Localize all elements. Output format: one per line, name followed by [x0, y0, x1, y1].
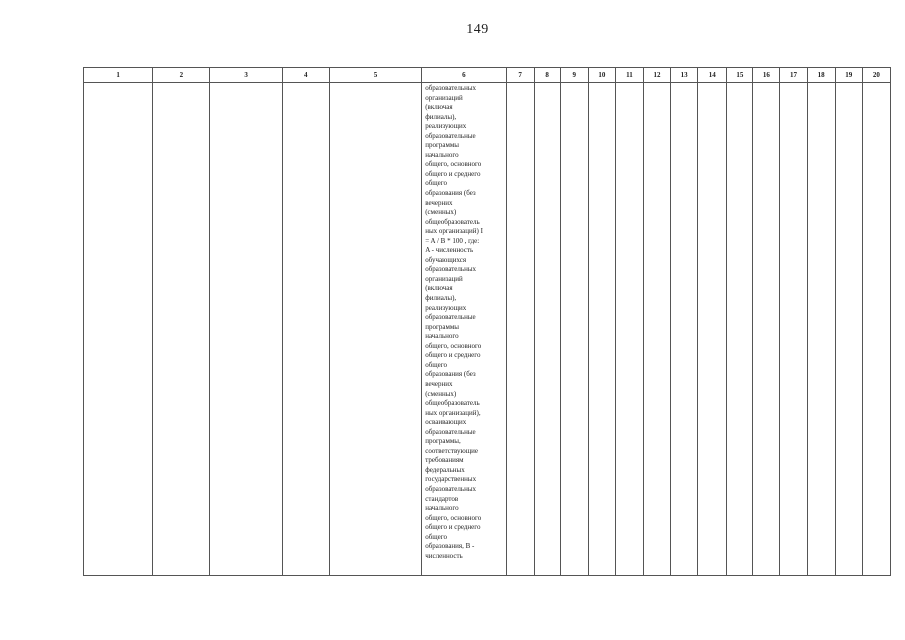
column-header-10: 10 — [588, 68, 615, 83]
indicator-description-cell: образовательных организаций (включая филиалы), реализующих образовательные программы начального общего, основного общего и среднего общего образования (без вечерних (сменных) общеобразователь ных организаций) I = A / B * 100 , где: A - численность обучающихся образовательных организаций (включая филиалы), реализующих образовательные программы начального общего, основного общего и среднего общего образования (без вечерних (сменных) общеобразователь ных организаций), осваивающих образовательные программы, соответствующие требованиям федеральных государственных образовательных стандартов начального общего, основного общего и среднего общего образования, B - численность — [422, 83, 506, 576]
column-header-7: 7 — [506, 68, 534, 83]
cell-col-8 — [534, 83, 560, 576]
column-header-19: 19 — [835, 68, 862, 83]
cell-col-5 — [329, 83, 421, 576]
table-row — [84, 83, 891, 576]
cell-col-9 — [560, 83, 588, 576]
column-header-18: 18 — [807, 68, 835, 83]
cell-col-18 — [807, 83, 835, 576]
header-row — [84, 68, 891, 83]
cell-col-13 — [671, 83, 698, 576]
data-table — [83, 67, 891, 576]
cell-col-17 — [780, 83, 807, 576]
cell-col-10 — [588, 83, 615, 576]
column-header-14: 14 — [698, 68, 727, 83]
cell-col-7 — [506, 83, 534, 576]
column-header-5: 5 — [329, 68, 421, 83]
cell-col-2 — [153, 83, 210, 576]
cell-col-15 — [727, 83, 753, 576]
column-header-12: 12 — [644, 68, 671, 83]
column-header-3: 3 — [210, 68, 282, 83]
column-header-13: 13 — [671, 68, 698, 83]
cell-col-16 — [753, 83, 780, 576]
column-header-4: 4 — [282, 68, 329, 83]
cell-col-14 — [698, 83, 727, 576]
page-number: 149 — [466, 22, 489, 37]
column-header-1: 1 — [84, 68, 153, 83]
cell-col-19 — [835, 83, 862, 576]
cell-col-20 — [862, 83, 890, 576]
cell-col-4 — [282, 83, 329, 576]
column-header-6: 6 — [422, 68, 506, 83]
column-header-17: 17 — [780, 68, 807, 83]
column-header-8: 8 — [534, 68, 560, 83]
cell-col-3 — [210, 83, 282, 576]
cell-col-11 — [615, 83, 643, 576]
column-header-16: 16 — [753, 68, 780, 83]
column-header-2: 2 — [153, 68, 210, 83]
cell-col-12 — [644, 83, 671, 576]
column-header-9: 9 — [560, 68, 588, 83]
column-header-11: 11 — [615, 68, 643, 83]
column-header-20: 20 — [862, 68, 890, 83]
column-header-15: 15 — [727, 68, 753, 83]
cell-col-1 — [84, 83, 153, 576]
